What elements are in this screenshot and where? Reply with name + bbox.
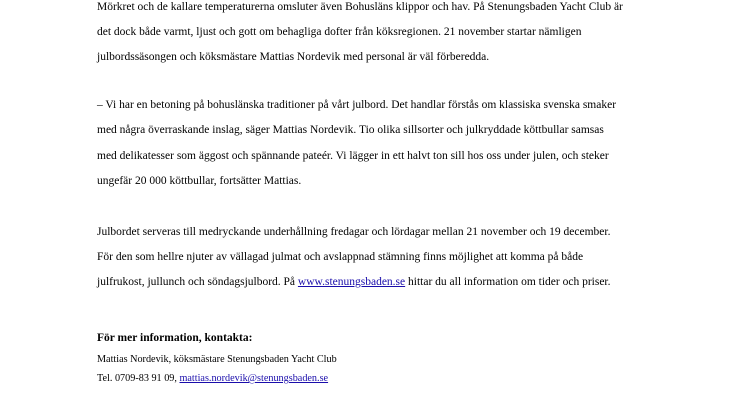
paragraph-3-line-3-suffix: hittar du all information om tider och priser.: [405, 276, 611, 288]
paragraph-1-line-2: det dock både varmt, ljust och gott om behagliga dofter från köksregionen. 21 november startar nämligen: [97, 26, 582, 38]
contact-email-link[interactable]: mattias.nordevik@stenungsbaden.se: [179, 373, 329, 384]
contact-phone-line: [97, 372, 328, 385]
paragraph-1-line-1: Mörkret och de kallare temperaturerna omsluter även Bohusläns klippor och hav. På Stenungsbaden Yacht Club är: [97, 1, 623, 13]
paragraph-3-line-3: [97, 275, 611, 289]
website-link[interactable]: www.stenungsbaden.se: [297, 276, 406, 288]
paragraph-3-line-3-prefix: julfrukost, jullunch och söndagsjulbord. På: [97, 276, 298, 288]
paragraph-1-line-3: julbordssäsongen och köksmästare Mattias Nordevik med personal är väl förberedda.: [97, 51, 490, 63]
paragraph-2-line-3: med delikatesser som äggost och spännande pateér. Vi lägger in ett halvt ton sill hos oss under julen, och steker: [97, 150, 609, 162]
paragraph-2-line-1: – Vi har en betoning på bohuslänska traditioner på vårt julbord. Det handlar förstås om klassiska svenska smaker: [97, 99, 617, 111]
paragraph-2-line-4: ungefär 20 000 köttbullar, fortsätter Mattias.: [97, 175, 302, 187]
contact-heading: För mer information, kontakta:: [97, 332, 253, 344]
paragraph-3-line-2: För den som hellre njuter av vällagad julmat och avslappnad stämning finns möjlighet att komma på både: [97, 251, 584, 263]
paragraph-3-line-1: Julbordet serveras till medryckande underhållning fredagar och lördagar mellan 21 november och 19 december.: [97, 226, 611, 238]
contact-phone: Tel. 0709-83 91 09,: [97, 373, 180, 384]
contact-name-line: Mattias Nordevik, köksmästare Stenungsbaden Yacht Club: [97, 354, 337, 365]
paragraph-2-line-2: med några överraskande inslag, säger Mattias Nordevik. Tio olika sillsorter och julkryddade köttbullar samsas: [97, 124, 604, 136]
